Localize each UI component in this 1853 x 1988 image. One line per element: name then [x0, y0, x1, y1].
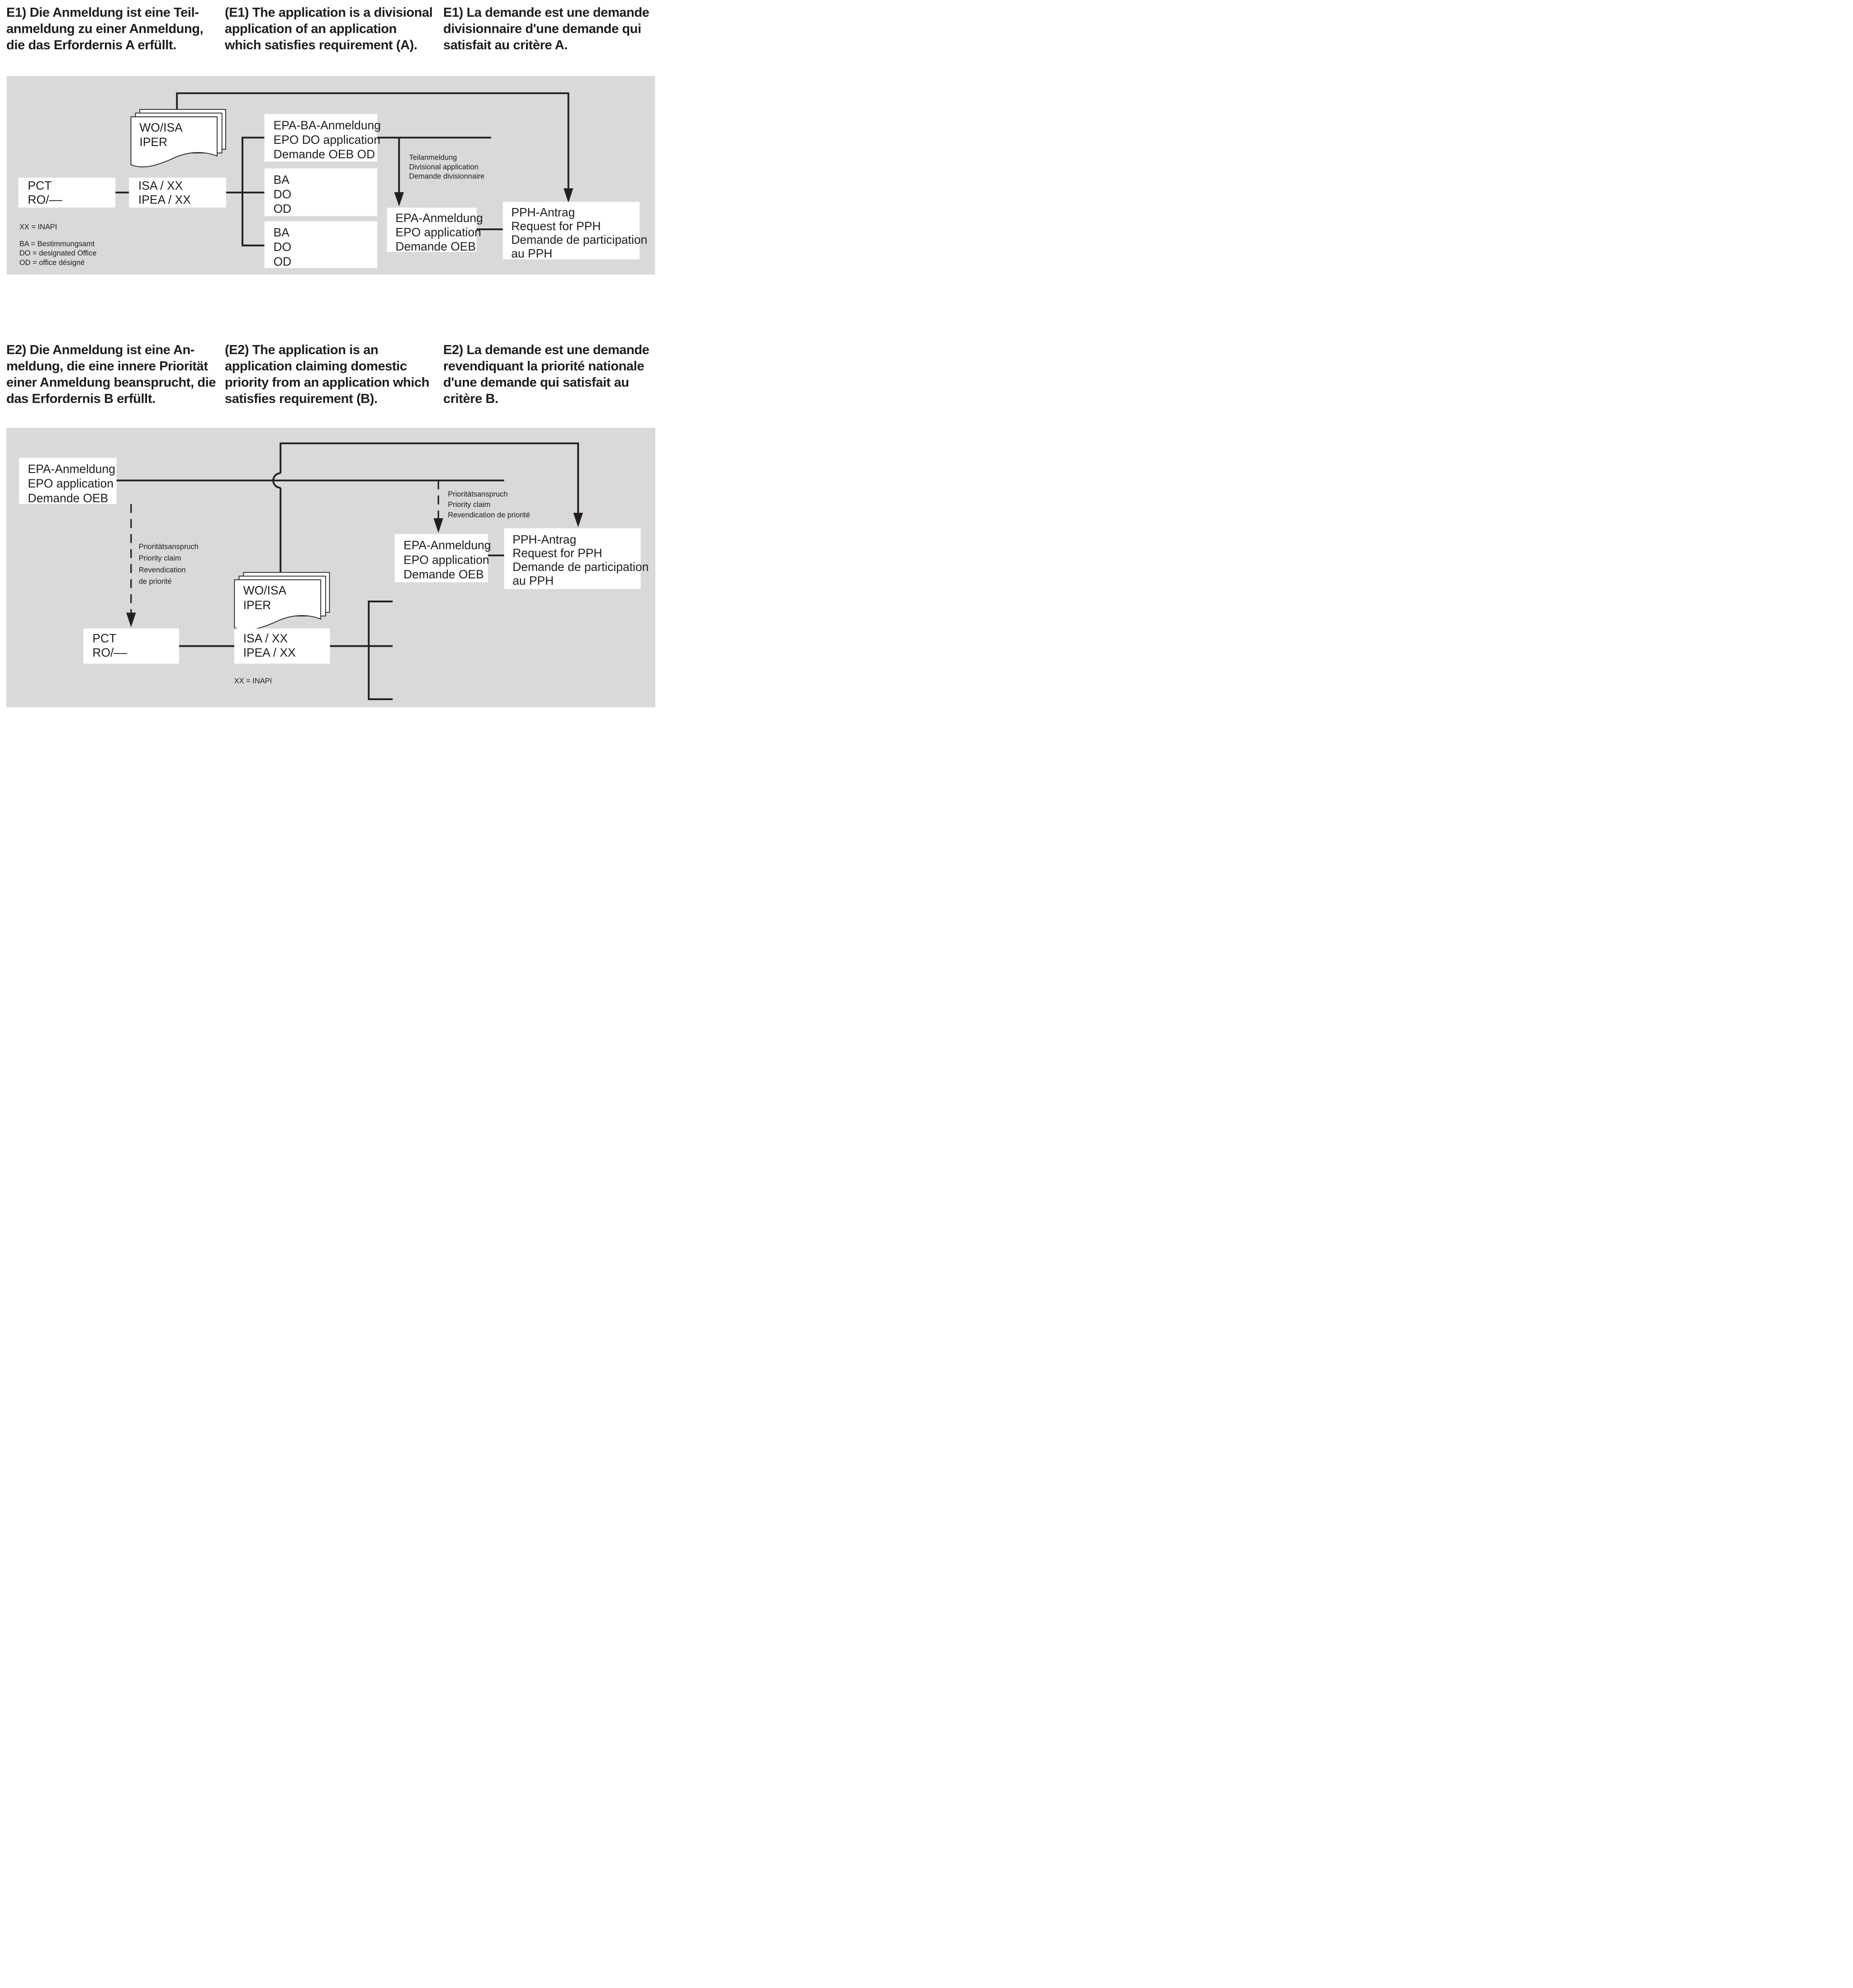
epa-box-line: EPO application — [395, 225, 481, 239]
e2-de-line: das Erfordernis B erfüllt. — [6, 392, 156, 406]
e2-fr-line: E2) La demande est une demande — [443, 343, 649, 357]
epa-ba-application-box — [265, 114, 381, 161]
e2-heading-english — [225, 342, 429, 407]
e1-en-line: which satisfies requirement (A). — [225, 38, 417, 52]
pph-box-line: Demande de participation — [511, 233, 648, 247]
e2-heading-german — [6, 342, 216, 407]
e1-en-line: (E1) The application is a divisional — [225, 5, 433, 20]
e2-de-line: E2) Die Anmeldung ist eine An- — [6, 343, 195, 357]
pph2-box-line: au PPH — [512, 573, 554, 587]
designated-office-box-2 — [265, 221, 377, 268]
isa-ipea-box-e2 — [234, 629, 330, 664]
epa-top-box-line: Demande OEB — [28, 491, 109, 505]
epa-ba-box-line: EPA-BA-Anmeldung — [273, 118, 381, 132]
e2-heading-french — [443, 342, 649, 407]
e2-de-line: meldung, die eine innere Priorität — [6, 359, 208, 374]
pct-receiving-office-box — [19, 178, 116, 208]
ba-box1-line: DO — [273, 187, 292, 201]
ba-box1-line: BA — [273, 173, 289, 187]
priority-left-line: Prioritätsanspruch — [138, 542, 199, 551]
pph-box-line: au PPH — [511, 246, 553, 260]
ba-box2-line: DO — [273, 240, 292, 254]
priority-right-line: Prioritätsanspruch — [448, 490, 508, 499]
e1-heading-french — [443, 5, 649, 53]
stack-label: IPER — [139, 135, 168, 149]
e2-en-line: application claiming domestic — [225, 359, 407, 374]
e1-heading-german — [6, 5, 203, 53]
legend-do: DO = designated Office — [19, 249, 97, 258]
stack-label: WO/ISA — [139, 120, 183, 134]
e1-heading-english — [225, 5, 432, 53]
diagram-e1 — [6, 76, 655, 275]
epa-top-box-line: EPA-Anmeldung — [28, 462, 115, 476]
e1-en-line: application of an application — [225, 22, 397, 36]
ba-box2-line: OD — [273, 255, 292, 269]
priority-left-line: Revendication — [138, 566, 186, 574]
pct2-box-line: RO/–– — [92, 645, 127, 659]
priority-left-line: de priorité — [138, 577, 172, 586]
epa-right-box-line: Demande OEB — [403, 567, 484, 581]
e2-en-line: (E2) The application is an — [225, 343, 379, 357]
pph-box-line: PPH-Antrag — [511, 205, 575, 219]
epa-application-box-right — [395, 534, 491, 582]
diagram-e2 — [6, 428, 655, 707]
legend-ba: BA = Bestimmungsamt — [19, 240, 95, 248]
pct2-box-line: PCT — [92, 631, 117, 645]
epa-right-box-line: EPA-Anmeldung — [403, 538, 491, 552]
epa-box-line: Demande OEB — [395, 239, 476, 253]
e2-fr-line: d'une demande qui satisfait au — [443, 375, 629, 390]
epa-ba-box-line: Demande OEB OD — [273, 147, 375, 161]
epa-application-box — [387, 208, 483, 253]
legend-od: OD = office désigné — [19, 258, 85, 267]
legend-xx: XX = INAPI — [19, 223, 57, 232]
divisional-label-line: Divisional application — [409, 163, 479, 171]
epa-ba-box-line: EPO DO application — [273, 133, 380, 147]
pph-request-box — [503, 202, 647, 260]
e2-en-line: priority from an application which — [225, 375, 430, 390]
pph2-box-line: Demande de participation — [512, 560, 649, 574]
ba-box2-line: BA — [273, 226, 289, 240]
priority-right-line: Priority claim — [448, 501, 491, 509]
legend-e2 — [234, 677, 272, 685]
epa-box-line: EPA-Anmeldung — [395, 211, 483, 225]
e2-fr-line: critère B. — [443, 392, 498, 406]
ba-box1-line: OD — [273, 202, 292, 216]
isa2-box-line: IPEA / XX — [243, 645, 296, 659]
pph2-box-line: Request for PPH — [512, 546, 602, 560]
epa-application-box-top — [19, 458, 116, 505]
e1-fr-line: divisionnaire d'une demande qui — [443, 22, 641, 36]
epa-right-box-line: EPO application — [403, 553, 489, 567]
epa-top-box-line: EPO application — [28, 477, 114, 491]
e2-de-line: einer Anmeldung beansprucht, die — [6, 375, 216, 390]
e1-de-line: die das Erfordernis A erfüllt. — [6, 38, 176, 52]
isa2-box-line: ISA / XX — [243, 631, 288, 645]
divisional-label-line: Teilanmeldung — [409, 153, 457, 162]
isa-box-line: IPEA / XX — [138, 193, 191, 207]
e1-fr-line: E1) La demande est une demande — [443, 5, 649, 20]
designated-office-box-1 — [265, 169, 377, 216]
divisional-label-line: Demande divisionnaire — [409, 172, 485, 180]
e2-en-line: satisfies requirement (B). — [225, 392, 378, 406]
isa-ipea-box — [129, 178, 226, 208]
pct-box-line: RO/–– — [28, 193, 62, 207]
e1-fr-line: satisfait au critère A. — [443, 38, 568, 52]
e1-de-line: E1) Die Anmeldung ist eine Teil- — [6, 5, 199, 20]
pph-box-line: Request for PPH — [511, 219, 601, 233]
e2-fr-line: revendiquant la priorité nationale — [443, 359, 645, 374]
pct-box-line: PCT — [28, 179, 52, 193]
isa-box-line: ISA / XX — [138, 179, 183, 193]
pph-request-box-e2 — [504, 528, 649, 589]
pph2-box-line: PPH-Antrag — [512, 532, 577, 546]
stack2-label: IPER — [243, 598, 271, 612]
pct-receiving-office-box-e2 — [83, 629, 179, 664]
stack2-label: WO/ISA — [243, 583, 287, 597]
priority-left-line: Priority claim — [138, 554, 181, 563]
priority-right-line: Revendication de priorité — [448, 511, 530, 519]
legend2-xx: XX = INAPI — [234, 677, 272, 686]
e1-de-line: anmeldung zu einer Anmeldung, — [6, 22, 204, 36]
